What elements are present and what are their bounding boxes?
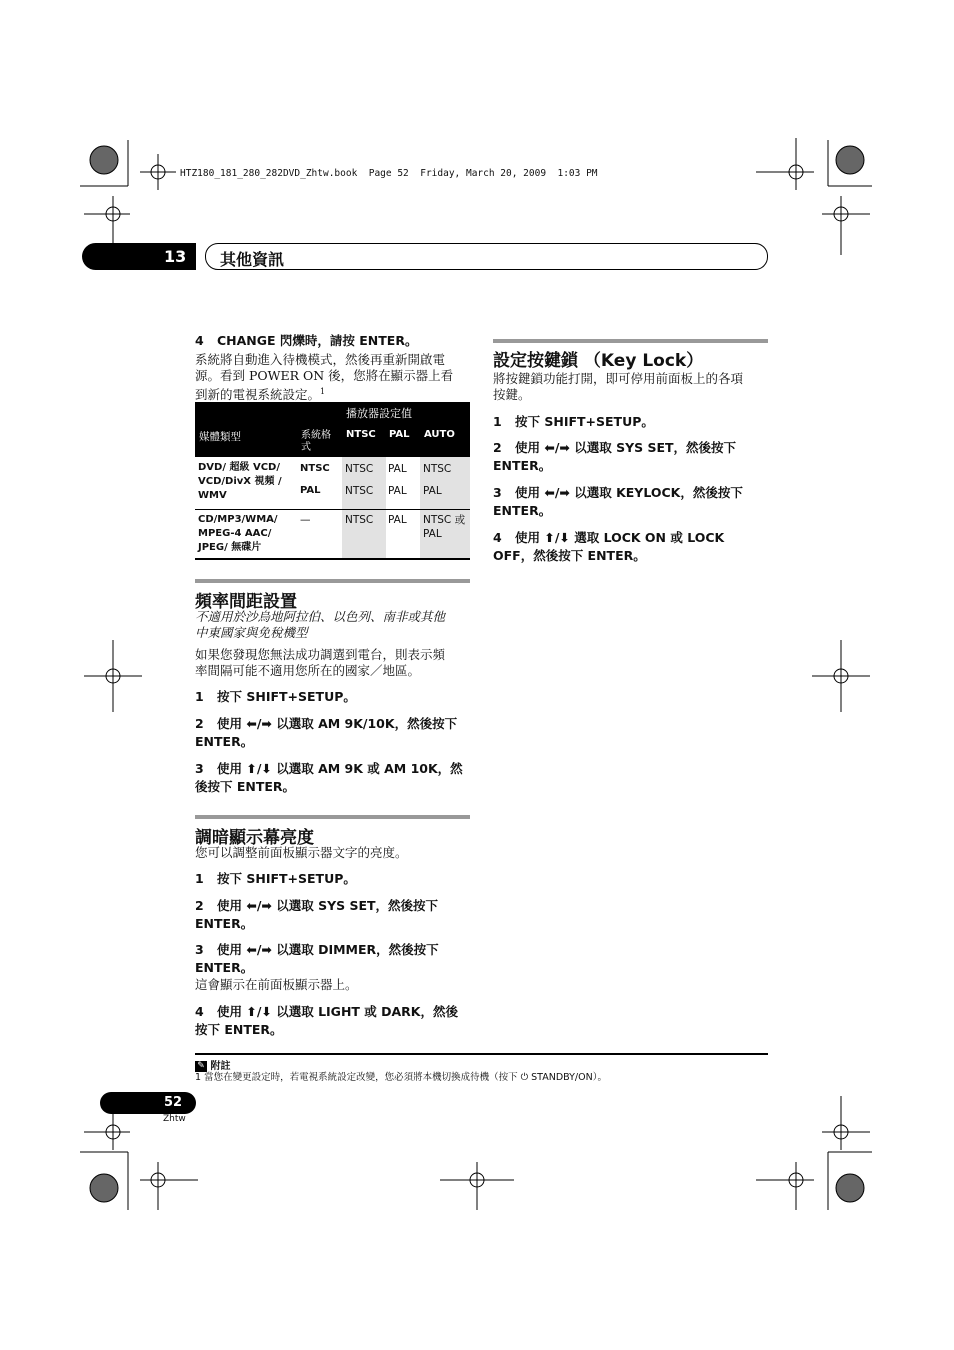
section-rule bbox=[493, 339, 768, 343]
chapter-number: 13 bbox=[164, 247, 187, 266]
table-header bbox=[195, 402, 470, 457]
page-number: 52 bbox=[164, 1095, 183, 1110]
section-title-key-lock: 設定按鍵鎖 （Key Lock） bbox=[493, 351, 704, 371]
note-icon: ✎ bbox=[195, 1061, 207, 1072]
freq-step-1: 1 按下 SHIFT+SETUP。 bbox=[195, 689, 356, 704]
page-number-tab bbox=[100, 1092, 196, 1114]
tv-system-table bbox=[195, 402, 470, 560]
dimmer-step-4: 4 使用 ⬆/⬇ 以選取 LIGHT 或 DARK，然後按下 ENTER。 bbox=[195, 1004, 458, 1037]
print-header-line: HTZ180_181_280_282DVD_Zhtw.book Page 52 Friday, March 20, 2009 1:03 PM bbox=[180, 168, 598, 179]
footnote-text: 1 當您在變更設定時，若電視系統設定改變，您必須將本機切換成待機（按下 ⏻ STANDBY/ON）。 bbox=[195, 1072, 607, 1083]
step-4: 4 CHANGE 閃爍時，請按 ENTER。 bbox=[195, 333, 418, 348]
col-media-type: 媒體類型 bbox=[199, 431, 241, 443]
col-player-settings: 播放器設定值 bbox=[346, 407, 412, 420]
section-body: 將按鍵鎖功能打開，即可停用前面板上的各項 按鍵。 bbox=[493, 371, 744, 402]
dimmer-step-3: 3 使用 ⬅/➡ 以選取 DIMMER，然後按下 ENTER。 bbox=[195, 942, 439, 975]
keylock-step-1: 1 按下 SHIFT+SETUP。 bbox=[493, 414, 654, 429]
chapter-number-tab bbox=[82, 243, 196, 270]
footnote-rule bbox=[195, 1053, 768, 1055]
col-auto: AUTO bbox=[424, 429, 455, 440]
col-ntsc: NTSC bbox=[346, 429, 376, 440]
section-note: 不適用於沙烏地阿拉伯、以色列、南非或其他 中東國家與免稅機型 bbox=[195, 609, 446, 640]
section-title-dimmer: 調暗顯示幕亮度 bbox=[195, 828, 314, 848]
page-language: Zhtw bbox=[163, 1114, 186, 1124]
dimmer-step-1: 1 按下 SHIFT+SETUP。 bbox=[195, 871, 356, 886]
dimmer-step3-note: 這會顯示在前面板顯示器上。 bbox=[195, 977, 358, 992]
keylock-step-4: 4 使用 ⬆/⬇ 選取 LOCK ON 或 LOCK OFF，然後按下 ENTER。 bbox=[493, 530, 725, 563]
keylock-step-2: 2 使用 ⬅/➡ 以選取 SYS SET，然後按下 ENTER。 bbox=[493, 440, 737, 473]
footnote-label: 附註 bbox=[210, 1061, 231, 1072]
table-row-cd: CD/MP3/WMA/ MPEG-4 AAC/ JPEG/ 無碟片 — NTSC PAL NTSC 或 PAL bbox=[195, 510, 470, 560]
chapter-title-bar bbox=[205, 243, 768, 270]
dimmer-step-2: 2 使用 ⬅/➡ 以選取 SYS SET，然後按下 ENTER。 bbox=[195, 898, 439, 931]
section-rule bbox=[195, 579, 470, 583]
section-rule bbox=[195, 815, 470, 819]
section-title-frequency-step: 頻率間距設置 bbox=[195, 592, 297, 612]
freq-step-2: 2 使用 ⬅/➡ 以選取 AM 9K/10K，然後按下 ENTER。 bbox=[195, 716, 458, 749]
section-body: 如果您發現您無法成功調選到電台，則表示頻 率間隔可能不適用您所在的國家／地區。 bbox=[195, 647, 446, 678]
keylock-step-3: 3 使用 ⬅/➡ 以選取 KEYLOCK，然後按下 ENTER。 bbox=[493, 485, 743, 518]
chapter-title: 其他資訊 bbox=[220, 250, 285, 269]
section-body: 您可以調整前面板顯示器文字的亮度。 bbox=[195, 845, 408, 860]
table-row-dvd: DVD/ 超級 VCD/ VCD/DivX 視頻 / WMV NTSC NTSC PAL NTSC PAL NTSC PAL PAL bbox=[195, 457, 470, 510]
col-system-format: 系統格式 bbox=[301, 430, 331, 453]
step4-body: 系統將自動進入待機模式，然後再重新開啟電 源。看到 POWER ON 後，您將在顯示器上看 到新的電視系統設定。$^1$ bbox=[195, 352, 454, 403]
freq-step-3: 3 使用 ⬆/⬇ 以選取 AM 9K 或 AM 10K，然後按下 ENTER。 bbox=[195, 761, 463, 794]
col-pal: PAL bbox=[389, 429, 410, 440]
